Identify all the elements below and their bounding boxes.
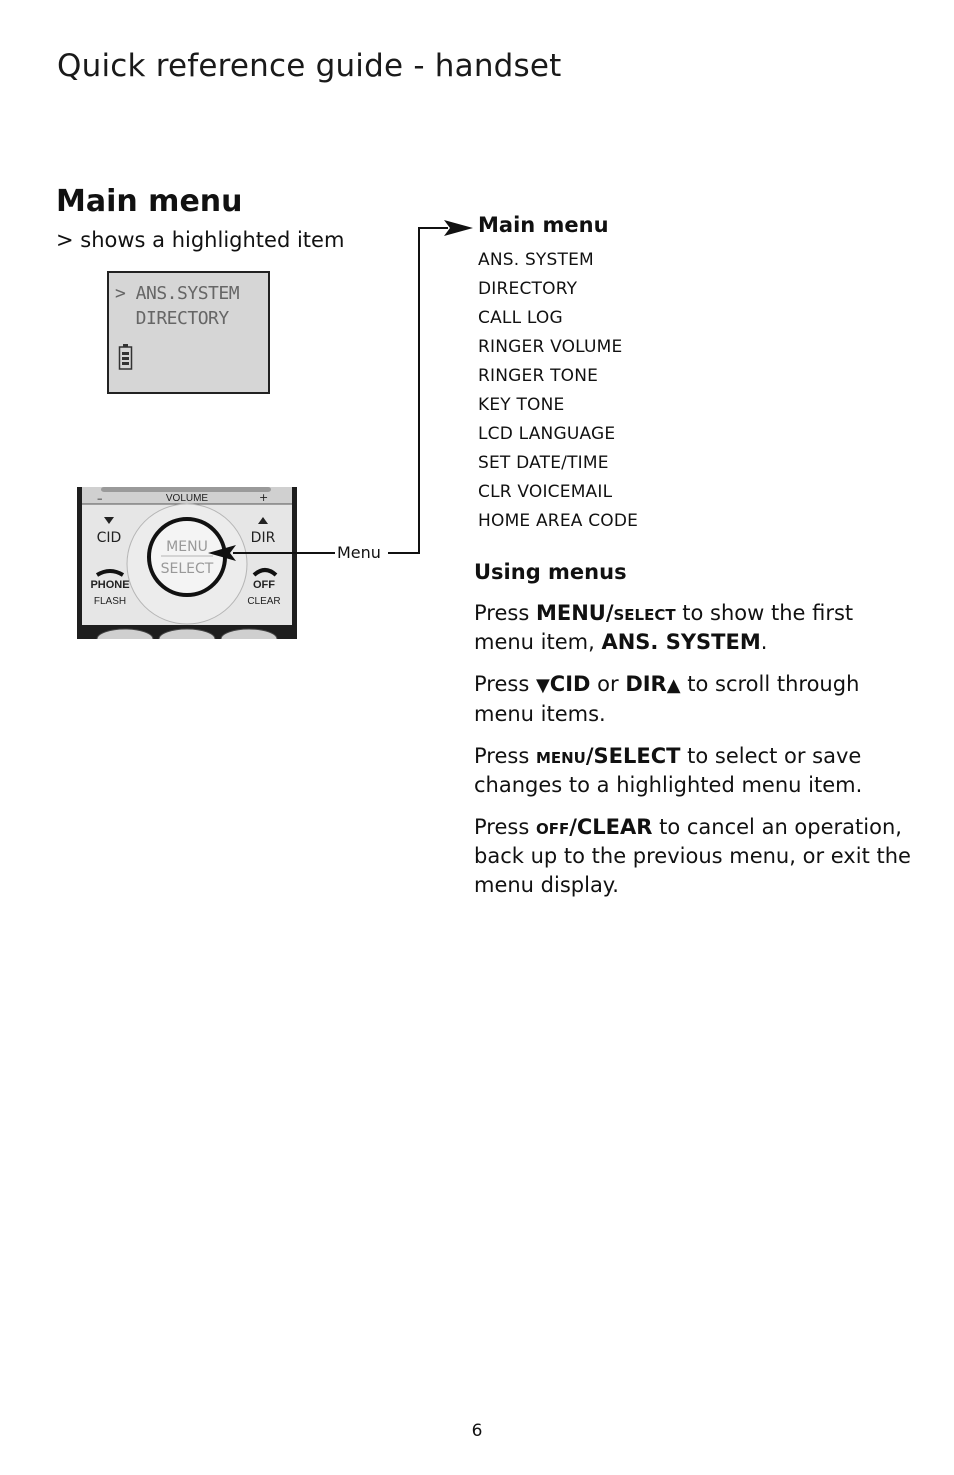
instruction-paragraph-2 [474,670,914,729]
text: . [760,630,768,654]
text: to show the first menu item, [474,601,854,654]
key-name: /SELECT [585,744,681,768]
dir-key-label: DIR [250,530,276,546]
page-title: Quick reference guide - handset [57,48,562,84]
list-item: ANS. SYSTEM [478,250,594,270]
clear-key-label: CLEAR [247,596,281,607]
off-key-label: OFF [253,579,275,591]
flash-key-label: FLASH [93,596,127,607]
key-name: ANS. SYSTEM [601,630,761,654]
phone-key-label: PHONE [90,579,130,591]
lcd-line-1: > ANS.SYSTEM [115,283,240,304]
triangle-down-icon: ▼ [535,675,550,696]
text: Press [474,744,536,768]
page-number: 6 [471,1421,483,1441]
handset-keypad [77,487,297,639]
list-item: HOME AREA CODE [478,511,639,531]
key-name: off [535,815,570,839]
list-item: KEY TONE [478,395,565,415]
instruction-paragraph-4 [474,813,914,900]
battery-icon [118,343,134,371]
menu-callout-label: Menu [337,543,381,562]
select-key-label: SELECT [160,561,214,577]
section-subtitle: > shows a highlighted item [56,228,345,252]
menu-list [478,249,638,539]
list-item: RINGER TONE [478,366,599,386]
text: Press [474,601,536,625]
menu-key-label: MENU [166,539,208,555]
using-menus-title: Using menus [474,560,627,584]
text: or [590,672,626,696]
list-item: DIRECTORY [478,279,578,299]
key-name: CID [549,672,591,696]
text: Press [474,672,536,696]
key-name: menu [535,744,586,768]
arrow-right-icon [444,220,473,236]
instruction-paragraph-3 [474,742,914,800]
text: Press [474,815,536,839]
lcd-line-2: DIRECTORY [115,308,229,329]
list-item: RINGER VOLUME [478,337,623,357]
lcd-screen [107,271,270,394]
key-name: DIR [625,672,667,696]
menu-list-title: Main menu [478,213,609,237]
text: to cancel an operation, back up to the previous menu, or exit the menu display. [474,815,911,897]
triangle-up-icon: ▲ [666,675,681,696]
instruction-paragraph-1 [474,599,914,657]
key-name: select [613,601,676,625]
text: to select or save changes to a highlighted menu item. [474,744,863,797]
section-heading: Main menu [56,184,243,219]
text: to scroll through menu items. [474,672,860,726]
volume-plus-label: + [259,491,269,504]
volume-minus-label: – [97,492,103,505]
key-name: /CLEAR [569,815,653,839]
list-item: CALL LOG [478,308,563,328]
volume-label: VOLUME [165,493,209,504]
list-item: SET DATE/TIME [478,453,609,473]
key-name: MENU/ [535,601,614,625]
cid-key-label: CID [96,530,122,546]
list-item: CLR VOICEMAIL [478,482,613,502]
list-item: LCD LANGUAGE [478,424,616,444]
